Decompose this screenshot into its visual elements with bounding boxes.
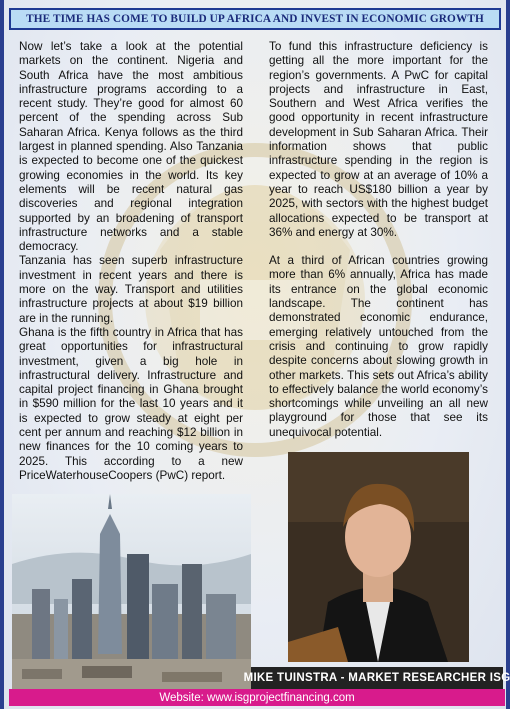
left-paragraph-1: Now let’s take a look at the potential markets on the continent. Nigeria and South Africa have the most ambitious infrastructure programs according to a recent study. They’re good for almost 60 percent of the spending across Sub Saharan Africa. Kenya follows as the third largest in planned spending. Also Tanzania is expected to become one of the quickest growing economies in the world. Its key elements will be recent natural gas discoveries and regional integration supported by an broadening of transport infrastructure networks and a stable democracy.	[19, 40, 243, 254]
right-paragraph-1: To fund this infrastructure deficiency is getting all the more important for the region’s governments. A PwC for capital projects and infrastructure in East, Southern and West Africa verifies the good opportunity in recent infrastructure development in Sub Saharan Africa. Their information shows that public infrastructure spending in the region is expected to grow at an average of 10% a year to reach US$180 billion a year by 2025, with sectors with the highest budget allocations expected to be transport at 36% and energy at 30%.	[269, 40, 488, 239]
left-paragraph-3: Ghana is the fifth country in Africa that has great opportunities for infrastructural investment, given a big hole in infrastructural delivery. Infrastructure and capital project financing in Ghana brought in $590 million for the last 10 years and it is expected to grow steady at eight per cent per annum and reaching $12 billion in new finances for the 10 coming years to 2025. This according to a new PriceWaterhouseCoopers (PwC) report.	[19, 325, 243, 482]
page-border-right	[506, 0, 510, 709]
right-paragraph-2: At a third of African countries growing more than 6% annually, Africa has made its entrance on the global economic landscape. The continent has demonstrated economic endurance, emerging relatively untouched from the crisis and continuing to grow rapidly despite concerns about slowing growth in other markets. This sets out Africa’s ability to effectively balance the world economy’s shortcomings while unveiling an all new playground for those that see its unequivocal potential.	[269, 254, 488, 439]
portrait-caption: MIKE TUINSTRA - MARKET RESEARCHER ISG	[243, 672, 510, 684]
right-column	[269, 40, 488, 440]
article-title-bar	[9, 8, 501, 30]
left-column	[19, 40, 243, 483]
article-title: THE TIME HAS COME TO BUILD UP AFRICA AND INVEST IN ECONOMIC GROWTH	[26, 13, 484, 25]
city-skyline-image	[12, 494, 251, 690]
left-paragraph-2: Tanzania has seen superb infrastructure investment in recent years and there is more on the way. Transport and utilities infrastructure projects at about $19 billion are in the running.	[19, 254, 243, 325]
portrait-caption-bar	[243, 667, 510, 689]
portrait-photo	[288, 452, 469, 662]
page-border-left	[0, 0, 4, 709]
footer-bar	[9, 689, 505, 706]
website-link[interactable]: Website: www.isgprojectfinancing.com	[159, 691, 355, 704]
